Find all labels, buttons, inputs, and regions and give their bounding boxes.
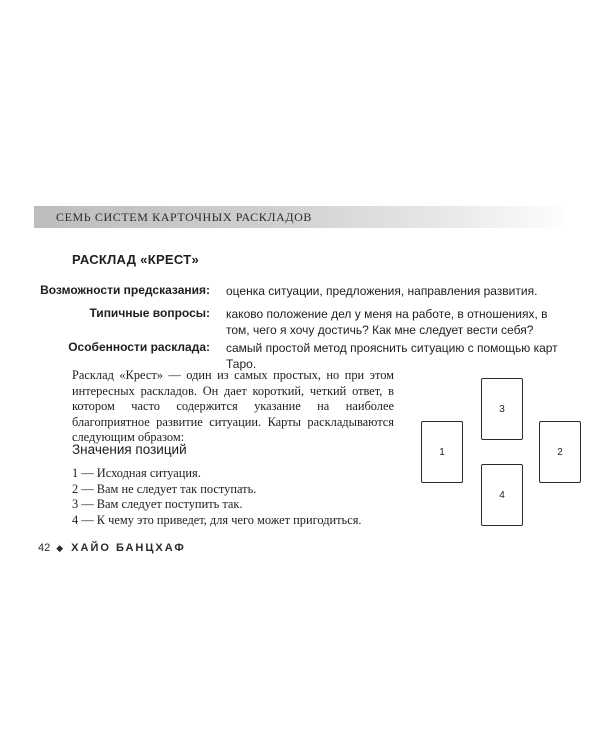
card-number: 3 xyxy=(499,403,505,415)
card-number: 4 xyxy=(499,489,505,501)
page-footer xyxy=(38,542,186,554)
property-label-typical-questions: Типичные вопросы: xyxy=(89,306,210,320)
property-label-possibilities: Возможности предсказания: xyxy=(40,283,210,297)
list-item: 1 — Исходная ситуация. xyxy=(72,466,201,480)
meanings-list xyxy=(72,466,362,528)
diamond-separator-icon: ◆ xyxy=(56,542,64,553)
list-item: 2 — Вам не следует так поступать. xyxy=(72,481,257,496)
property-value-possibilities: оценка ситуации, предложения, направления развития. xyxy=(226,284,538,298)
card-position-1 xyxy=(421,421,463,483)
list-item: 3 — Вам следует поступить так. xyxy=(72,497,243,511)
page-number: 42 xyxy=(38,542,51,554)
list-item: 4 — К чему это приведет, для чего может пригодиться. xyxy=(72,512,362,527)
section-title: РАСКЛАД «КРЕСТ» xyxy=(72,252,200,267)
meanings-title: Значения позиций xyxy=(72,442,187,457)
running-header-title: СЕМЬ СИСТЕМ КАРТОЧНЫХ РАСКЛАДОВ xyxy=(56,210,312,224)
card-position-2 xyxy=(539,421,581,483)
card-position-3 xyxy=(481,378,523,440)
card-position-4 xyxy=(481,464,523,526)
property-value-features: самый простой метод прояснить ситуацию с помощью карт Таро. xyxy=(226,341,558,371)
body-paragraph: Расклад «Крест» — один из самых простых, но при этом интересных раскладов. Он дает короткий, четкий ответ, в котором часто содержится указание на наиболее благоприятное развитие ситуации. Карты раскладываются следующим образом: xyxy=(72,368,394,444)
property-value-typical-questions: каково положение дел у меня на работе, в отношениях, в том, чего я хочу достичь? Как мне следует вести себя? xyxy=(226,307,548,337)
property-label-features: Особенности расклада: xyxy=(68,340,210,354)
card-number: 1 xyxy=(439,446,445,458)
author-name: ХАЙО БАНЦХАФ xyxy=(71,542,186,554)
card-number: 2 xyxy=(557,446,563,458)
